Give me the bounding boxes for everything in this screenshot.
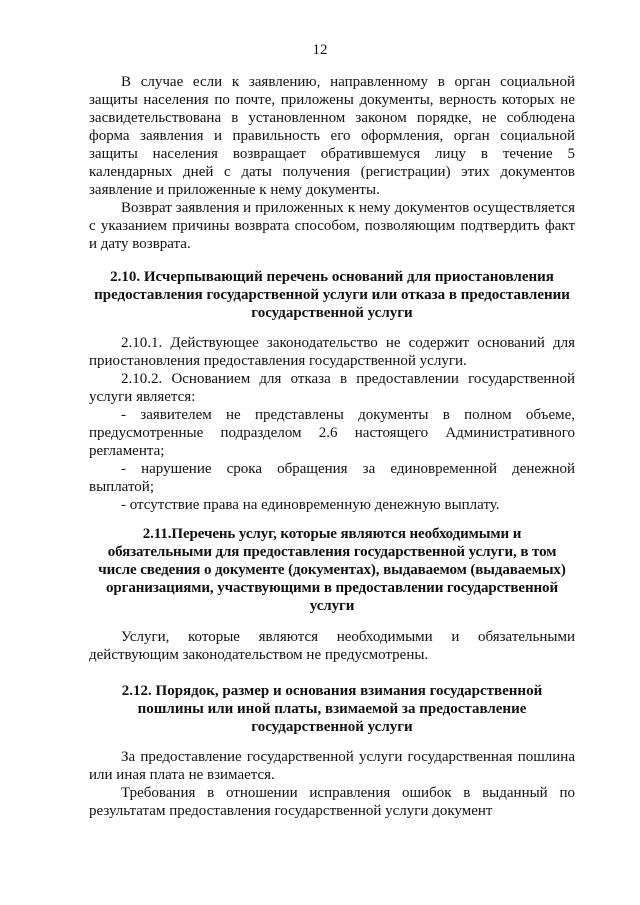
intro-block [89, 73, 575, 253]
heading-2-10: 2.10. Исчерпывающий перечень оснований для приостановления предоставления государственной услуги или отказа в предоставлении государственной услуги [94, 269, 570, 321]
paragraph-return-documents: В случае если к заявлению, направленному в орган социальной защиты населения по почте, приложены документы, верность которых не засвидетельствована в установленном законом порядке, не соблюдена форма заявления и правильность его оформления, орган социальной защиты населения возвращает обратившемуся лицу в течение 5 календарных дней с даты получения (регистрации) этих документов заявление и приложенные к нему документы. [89, 74, 575, 198]
paragraph-2-10-2: 2.10.2. Основанием для отказа в предоставлении государственной услуги является: [89, 371, 575, 405]
paragraph-return-reason: Возврат заявления и приложенных к нему документов осуществляется с указанием причины возврата способом, позволяющим подтвердить факт и дату возврата. [89, 200, 575, 252]
paragraph-2-12-fee: За предоставление государственной услуги государственная пошлина или иная плата не взимается. [89, 749, 575, 783]
page-number: 12 [312, 42, 328, 58]
heading-2-12: 2.12. Порядок, размер и основания взимания государственной пошлины или иной платы, взимаемой за предоставление государственной услуги [121, 683, 543, 735]
paragraph-error-correction: Требования в отношении исправления ошибок в выданный по результатам предоставления государственной услуги документ [89, 785, 575, 819]
section-2-12-body [89, 748, 575, 820]
list-item-deadline-violation: - нарушение срока обращения за единовременной денежной выплатой; [89, 461, 575, 495]
section-2-11-body [89, 628, 575, 664]
list-item-incomplete-documents: - заявителем не представлены документы в полном объеме, предусмотренные подразделом 2.6 настоящего Административного регламента; [89, 407, 575, 459]
section-2-10-body [89, 334, 575, 514]
paragraph-2-11: Услуги, которые являются необходимыми и обязательными действующим законодательством не предусмотрены. [89, 629, 575, 663]
paragraph-2-10-1: 2.10.1. Действующее законодательство не содержит оснований для приостановления предоставления государственной услуги. [89, 335, 575, 369]
list-item-no-right: - отсутствие права на единовременную денежную выплату. [121, 497, 500, 513]
heading-2-11: 2.11.Перечень услуг, которые являются необходимыми и обязательными для предоставления государственной услуги, в том числе сведения о документе (документах), выдаваемом (выдаваемых) организациями, участвующими в предоставлении государственной услуги [98, 526, 566, 614]
